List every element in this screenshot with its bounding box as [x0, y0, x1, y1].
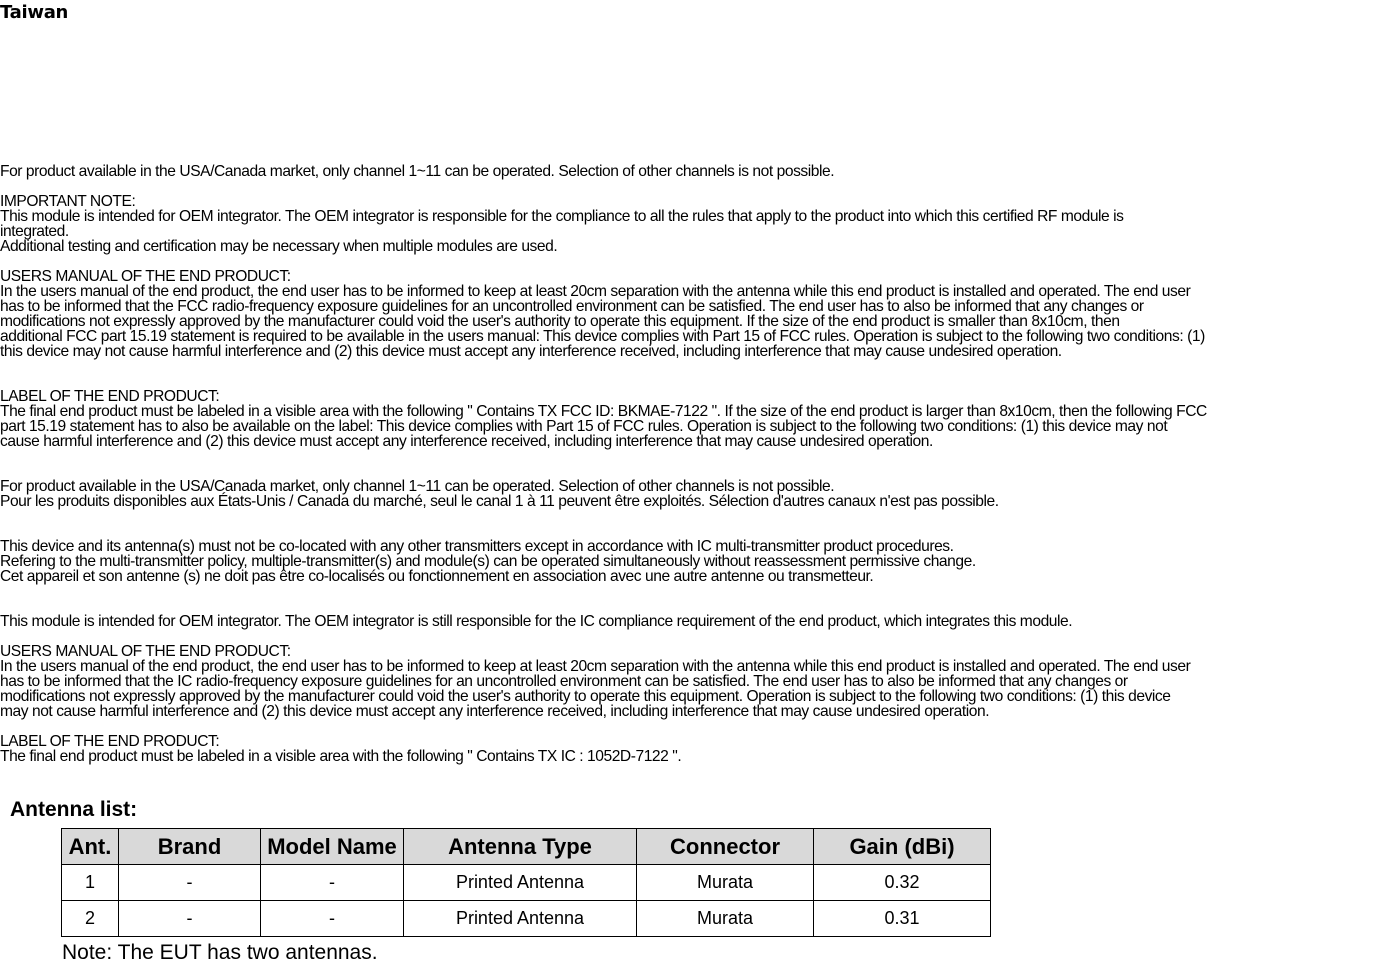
text-line: For product available in the USA/Canada market, only channel 1~11 can be operated. Selection of other channels is not possible.	[0, 478, 835, 495]
page-heading: Taiwan	[0, 2, 69, 23]
text-line: This module is intended for OEM integrator. The OEM integrator is responsible for the compliance to all the rules that apply to the product into which this certified RF module is	[0, 208, 1124, 225]
text-line: In the users manual of the end product, the end user has to be informed to keep at least 20cm separation with the antenna while this end product is installed and operated. The end user	[0, 658, 1191, 675]
table-cell: -	[261, 865, 404, 901]
text-line: additional FCC part 15.19 statement is required to be available in the users manual: This device complies with Part 15 of FCC rules. Operation is subject to the following two conditions: (1)	[0, 328, 1205, 345]
table-cell: -	[261, 901, 404, 937]
text-line: The final end product must be labeled in a visible area with the following " Contains TX IC : 1052D-7122 ".	[0, 748, 682, 765]
text-line: has to be informed that the IC radio-frequency exposure guidelines for an uncontrolled environment can be satisfied. The end user has to also be informed that any changes or	[0, 673, 1128, 690]
text-line: Additional testing and certification may be necessary when multiple modules are used.	[0, 238, 558, 255]
paragraph-channel-note: For product available in the USA/Canada market, only channel 1~11 can be operated. Selection of other channels is not possible.	[0, 163, 835, 180]
text-line: In the users manual of the end product, the end user has to be informed to keep at least 20cm separation with the antenna while this end product is installed and operated. The end user	[0, 283, 1191, 300]
antenna-note: Note: The EUT has two antennas.	[62, 941, 378, 964]
text-line: This module is intended for OEM integrator. The OEM integrator is still responsible for the IC compliance requirement of the end product, which integrates this module.	[0, 613, 1073, 630]
table-cell: -	[119, 901, 261, 937]
table-cell: 0.31	[814, 901, 991, 937]
column-header: Brand	[119, 829, 261, 865]
text-line: modifications not expressly approved by the manufacturer could void the user's authority to operate this equipment. Operation is subject to the following two conditions: (1) this device	[0, 688, 1171, 705]
text-line: part 15.19 statement has to also be available on the label: This device complies with Part 15 of FCC rules. Operation is subject to the following two conditions: (1) this device may not	[0, 418, 1168, 435]
column-header: Ant.	[62, 829, 119, 865]
text-line: Refering to the multi-transmitter policy, multiple-transmitter(s) and module(s) can be operated simultaneously without reassessment permissive change.	[0, 553, 976, 570]
table-cell: 1	[62, 865, 119, 901]
table-cell: Murata	[637, 865, 814, 901]
users-manual-heading: USERS MANUAL OF THE END PRODUCT:	[0, 268, 291, 285]
text-line: The final end product must be labeled in a visible area with the following " Contains TX FCC ID: BKMAE-7122 ". If the size of the end product is larger than 8x10cm, then the following FCC	[0, 403, 1207, 420]
text-line: this device may not cause harmful interference and (2) this device must accept any interference received, including interference that may cause undesired operation.	[0, 343, 1062, 360]
table-cell: Murata	[637, 901, 814, 937]
text-line: has to be informed that the FCC radio-frequency exposure guidelines for an uncontrolled environment can be satisfied. The end user has to also be informed that any changes or	[0, 298, 1144, 315]
table-row	[62, 901, 991, 937]
column-header: Connector	[637, 829, 814, 865]
label-heading: LABEL OF THE END PRODUCT:	[0, 733, 220, 750]
table-cell: 2	[62, 901, 119, 937]
table-cell: -	[119, 865, 261, 901]
table-cell: Printed Antenna	[404, 901, 637, 937]
document-body	[0, 164, 1378, 764]
antenna-table	[61, 828, 991, 937]
antenna-list-title: Antenna list:	[10, 798, 138, 821]
column-header: Model Name	[261, 829, 404, 865]
text-line-french: Cet appareil et son antenne (s) ne doit pas être co-localisés ou fonctionnement en association avec une autre antenne ou transmetteur.	[0, 568, 874, 585]
column-header: Gain (dBi)	[814, 829, 991, 865]
text-line: modifications not expressly approved by the manufacturer could void the user's authority to operate this equipment. If the size of the end product is smaller than 8x10cm, then	[0, 313, 1120, 330]
text-line: cause harmful interference and (2) this device must accept any interference received, including interference that may cause undesired operation.	[0, 433, 933, 450]
text-line: may not cause harmful interference and (2) this device must accept any interference received, including interference that may cause undesired operation.	[0, 703, 990, 720]
text-line: integrated.	[0, 223, 69, 240]
table-cell: Printed Antenna	[404, 865, 637, 901]
table-row	[62, 865, 991, 901]
text-line: This device and its antenna(s) must not be co-located with any other transmitters except in accordance with IC multi-transmitter product procedures.	[0, 538, 954, 555]
column-header: Antenna Type	[404, 829, 637, 865]
table-cell: 0.32	[814, 865, 991, 901]
important-note-heading: IMPORTANT NOTE:	[0, 193, 136, 210]
text-line-french: Pour les produits disponibles aux États-Unis / Canada du marché, seul le canal 1 à 11 peuvent être exploités. Sélection d'autres canaux n'est pas possible.	[0, 493, 999, 510]
table-header-row	[62, 829, 991, 865]
label-heading: LABEL OF THE END PRODUCT:	[0, 388, 220, 405]
users-manual-heading: USERS MANUAL OF THE END PRODUCT:	[0, 643, 291, 660]
